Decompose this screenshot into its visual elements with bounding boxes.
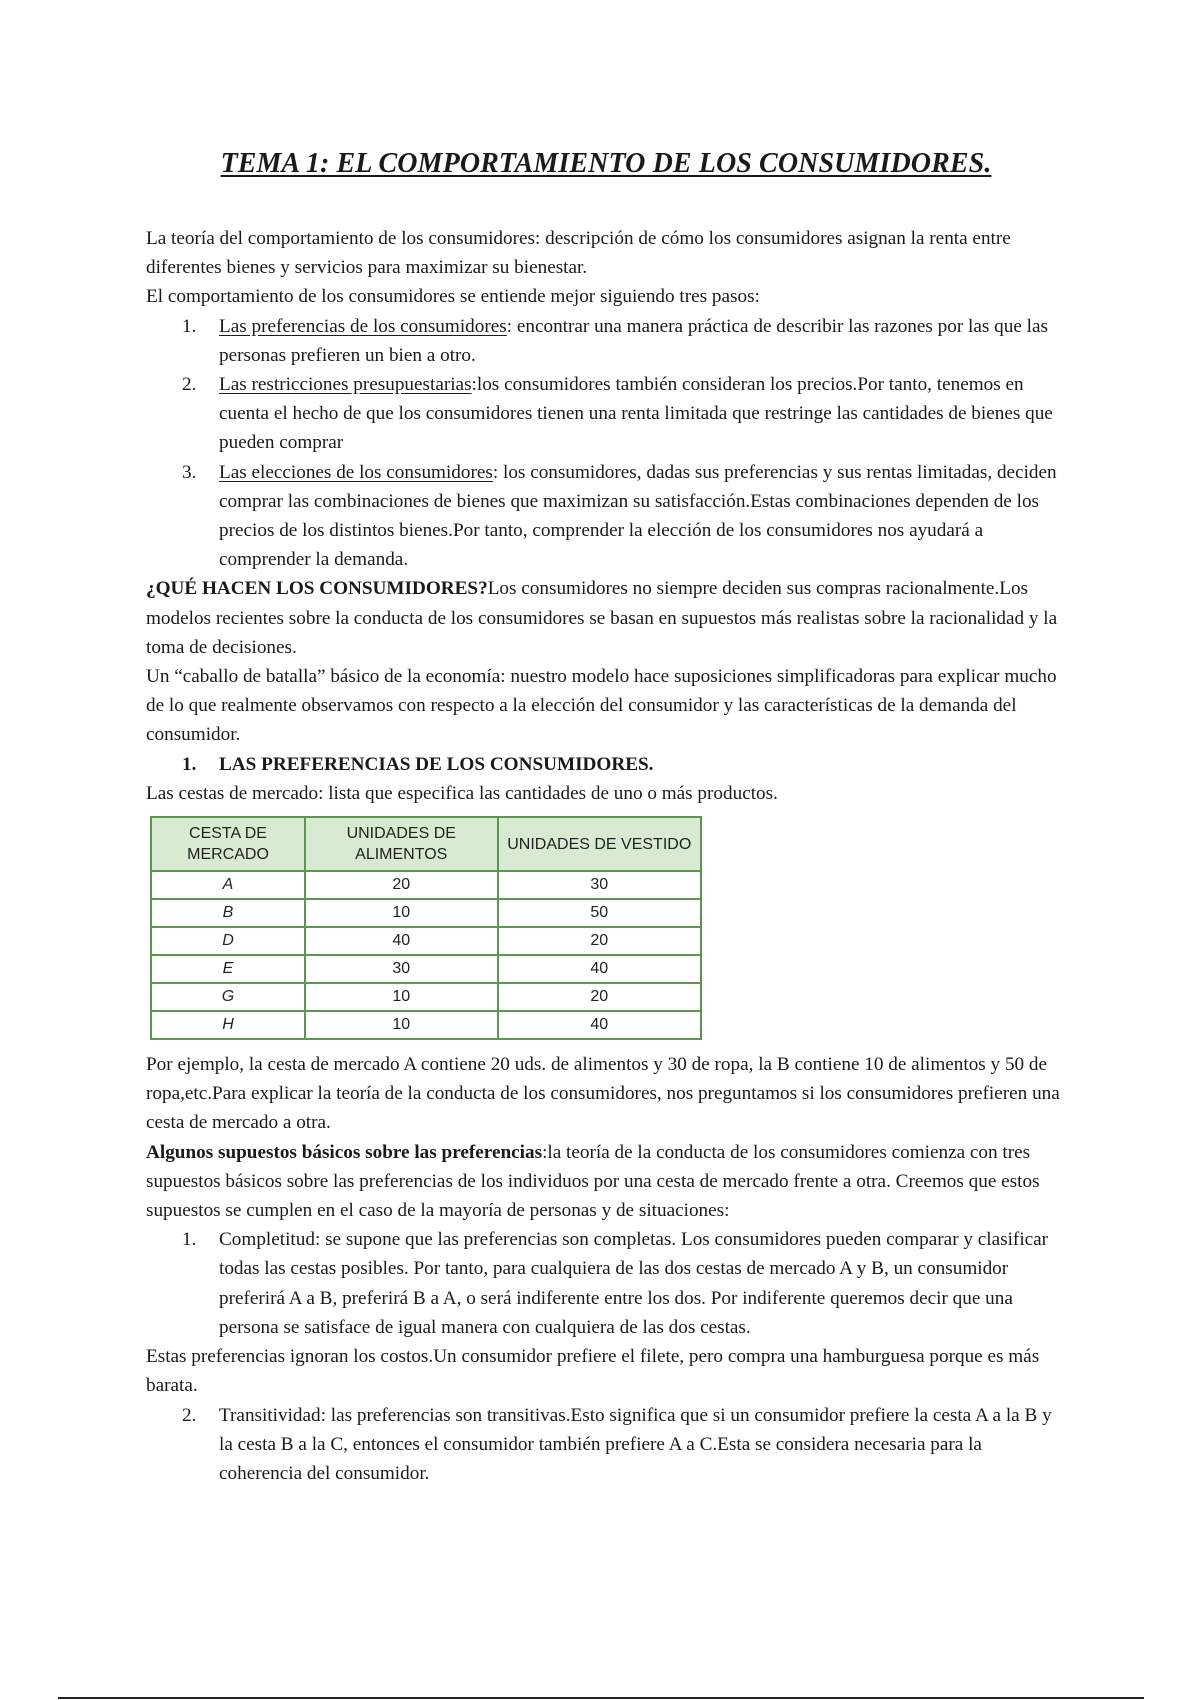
basket-cell: G <box>151 983 305 1011</box>
what-consumers-do-text: Los consumidores no siempre deciden sus compras racionalmente.Los modelos recientes sobre la conducta de los consumidores se basan en supuestos más realistas sobre la racionalidad y la toma de decisiones. <box>146 578 1058 658</box>
baskets-definition: Las cestas de mercado: lista que especifica las cantidades de uno o más productos. <box>146 782 778 804</box>
clothing-cell: 30 <box>498 871 702 899</box>
assumption-number: 2. <box>182 1404 197 1426</box>
what-consumers-do-paragraph <box>146 574 1066 662</box>
step-item <box>146 458 1066 575</box>
table-row <box>151 955 701 983</box>
market-basket-table <box>150 816 702 1040</box>
assumption-item <box>146 1225 1066 1342</box>
assumptions-text: :la teoría de la conducta de los consumidores comienza con tres supuestos básicos sobre las preferencias de los individuos por una cesta de mercado frente a otra. Creemos que estos supuestos se cumplen en el caso de la mayoría de personas y de situaciones: <box>146 1141 1040 1222</box>
step-term: Las elecciones de los consumidores <box>219 461 493 483</box>
section-heading-list <box>146 750 1066 779</box>
food-cell: 20 <box>305 871 498 899</box>
assumptions-list-1 <box>146 1225 1066 1342</box>
assumptions-list-2 <box>146 1401 1066 1489</box>
table-row <box>151 871 701 899</box>
assumption-text: Completitud: se supone que las preferencias son completas. Los consumidores pueden comparar y clasificar todas las cestas posibles. Por tanto, para cualquiera de las dos cestas de mercado A y B, un consumidor preferirá A a B, preferirá B a A, o será indiferente entre los dos. Por indiferente queremos decir que una persona se satisface de igual manera con cualquiera de las dos cestas. <box>219 1229 1049 1338</box>
food-cell: 10 <box>305 1011 498 1039</box>
step-text: : los consumidores, dadas sus preferencias y sus rentas limitadas, deciden comprar las combinaciones de bienes que maximizan su satisfacción.Estas combinaciones dependen de los precios de los distintos bienes.Por tanto, comprender la elección de los consumidores nos ayudará a comprender la demanda. <box>219 461 1057 571</box>
step-item <box>146 370 1066 458</box>
basket-cell: D <box>151 927 305 955</box>
step-number: 1. <box>182 315 197 337</box>
clothing-cell: 20 <box>498 927 702 955</box>
example-paragraph: Por ejemplo, la cesta de mercado A contiene 20 uds. de alimentos y 30 de ropa, la B contiene 10 de alimentos y 50 de ropa,etc.Para explicar la teoría de la conducta de los consumidores, nos preguntamos si los consumidores prefieren una cesta de mercado a otra. <box>146 1054 1060 1134</box>
table-row <box>151 1011 701 1039</box>
column-header-clothing: UNIDADES DE VESTIDO <box>498 817 702 871</box>
section-title: LAS PREFERENCIAS DE LOS CONSUMIDORES. <box>219 753 654 775</box>
costs-paragraph: Estas preferencias ignoran los costos.Un consumidor prefiere el filete, pero compra una hamburguesa porque es más barata. <box>146 1346 1040 1397</box>
food-cell: 10 <box>305 899 498 927</box>
document-title: TEMA 1: EL COMPORTAMIENTO DE LOS CONSUMIDORES. <box>220 148 992 179</box>
basket-cell: A <box>151 871 305 899</box>
column-header-basket: CESTA DE MERCADO <box>151 817 305 871</box>
workhorse-paragraph: Un “caballo de batalla” básico de la economía: nuestro modelo hace suposiciones simplificadoras para explicar mucho de lo que realmente observamos con respecto a la elección del consumidor y las características de la demanda del consumidor. <box>146 666 1057 746</box>
assumptions-heading: Algunos supuestos básicos sobre las preferencias <box>146 1141 543 1163</box>
document-page <box>146 148 1066 1488</box>
assumption-text: Transitividad: las preferencias son transitivas.Esto significa que si un consumidor prefiere la cesta A a la B y la cesta B a la C, entonces el consumidor también prefiere A a C.Esta se considera necesaria para la coherencia del consumidor. <box>219 1404 1052 1484</box>
step-item <box>146 312 1066 370</box>
food-cell: 40 <box>305 927 498 955</box>
table-row <box>151 899 701 927</box>
step-term: Las restricciones presupuestarias <box>219 374 472 396</box>
basket-cell: E <box>151 955 305 983</box>
footer-divider <box>58 1697 1144 1699</box>
step-number: 2. <box>182 374 197 396</box>
steps-intro: El comportamiento de los consumidores se entiende mejor siguiendo tres pasos: <box>146 286 760 308</box>
basket-cell: H <box>151 1011 305 1039</box>
assumption-number: 1. <box>182 1229 197 1251</box>
section-number: 1. <box>182 753 197 775</box>
food-cell: 30 <box>305 955 498 983</box>
step-text: :los consumidores también consideran los precios.Por tanto, tenemos en cuenta el hecho de que los consumidores tienen una renta limitada que restringe las cantidades de bienes que pueden comprar <box>219 374 1053 454</box>
step-term: Las preferencias de los consumidores <box>219 315 507 337</box>
assumptions-paragraph <box>146 1138 1066 1226</box>
step-number: 3. <box>182 461 197 483</box>
section-heading <box>146 750 1066 779</box>
clothing-cell: 50 <box>498 899 702 927</box>
table-row <box>151 983 701 1011</box>
table-header-row <box>151 817 701 871</box>
what-consumers-do-heading: ¿QUÉ HACEN LOS CONSUMIDORES? <box>146 578 488 600</box>
food-cell: 10 <box>305 983 498 1011</box>
assumption-item <box>146 1401 1066 1489</box>
clothing-cell: 40 <box>498 955 702 983</box>
table-row <box>151 927 701 955</box>
clothing-cell: 20 <box>498 983 702 1011</box>
step-text: : encontrar una manera práctica de describir las razones por las que las personas prefieren un bien a otro. <box>219 315 1048 366</box>
basket-cell: B <box>151 899 305 927</box>
column-header-food: UNIDADES DE ALIMENTOS <box>305 817 498 871</box>
intro-paragraph: La teoría del comportamiento de los consumidores: descripción de cómo los consumidores asignan la renta entre diferentes bienes y servicios para maximizar su bienestar. <box>146 228 1011 279</box>
steps-list <box>146 312 1066 575</box>
clothing-cell: 40 <box>498 1011 702 1039</box>
